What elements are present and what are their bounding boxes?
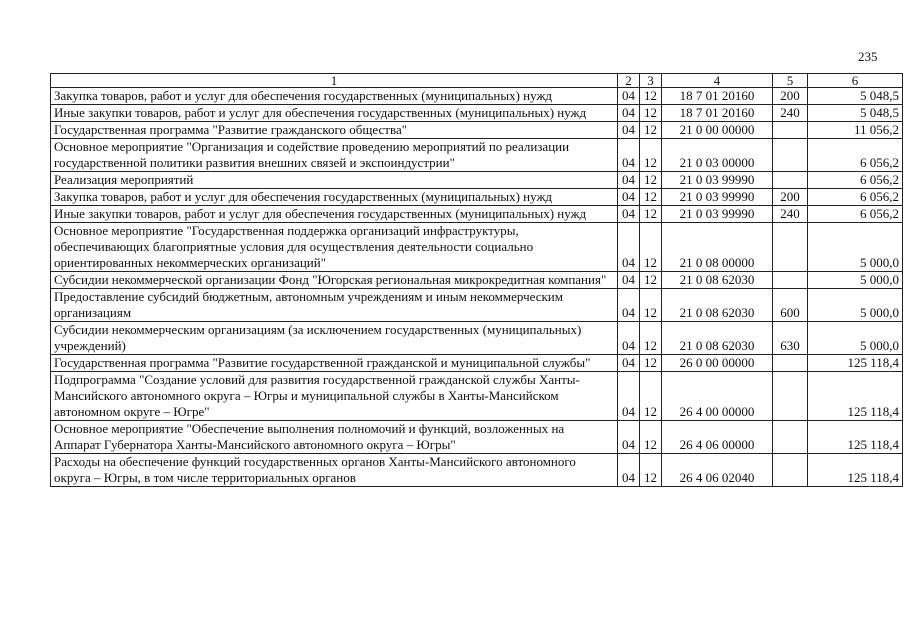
row-expense-type bbox=[773, 122, 808, 139]
row-expense-type bbox=[773, 172, 808, 189]
budget-table bbox=[50, 73, 903, 487]
table-row bbox=[51, 372, 903, 421]
row-subsection: 12 bbox=[640, 322, 662, 355]
header-col-6: 6 bbox=[808, 74, 903, 88]
row-name: Иные закупки товаров, работ и услуг для обеспечения государственных (муниципальных) нужд bbox=[51, 105, 618, 122]
row-amount: 6 056,2 bbox=[808, 139, 903, 172]
row-section: 04 bbox=[618, 421, 640, 454]
header-row bbox=[51, 74, 903, 88]
row-name: Предоставление субсидий бюджетным, автономным учреждениям и иным некоммерческим организациям bbox=[51, 289, 618, 322]
row-amount: 125 118,4 bbox=[808, 355, 903, 372]
row-amount: 6 056,2 bbox=[808, 206, 903, 223]
row-subsection: 12 bbox=[640, 421, 662, 454]
table-row bbox=[51, 206, 903, 223]
row-target-article: 21 0 08 62030 bbox=[662, 272, 773, 289]
row-amount: 5 048,5 bbox=[808, 105, 903, 122]
row-target-article: 21 0 03 99990 bbox=[662, 189, 773, 206]
row-target-article: 21 0 08 62030 bbox=[662, 289, 773, 322]
row-expense-type bbox=[773, 454, 808, 487]
row-section: 04 bbox=[618, 372, 640, 421]
row-amount: 5 000,0 bbox=[808, 272, 903, 289]
row-subsection: 12 bbox=[640, 105, 662, 122]
row-section: 04 bbox=[618, 322, 640, 355]
row-section: 04 bbox=[618, 206, 640, 223]
row-target-article: 21 0 03 99990 bbox=[662, 172, 773, 189]
row-name: Субсидии некоммерческим организациям (за исключением государственных (муниципальных) учреждений) bbox=[51, 322, 618, 355]
row-amount: 5 000,0 bbox=[808, 289, 903, 322]
row-target-article: 18 7 01 20160 bbox=[662, 88, 773, 105]
row-subsection: 12 bbox=[640, 355, 662, 372]
row-section: 04 bbox=[618, 189, 640, 206]
header-col-4: 4 bbox=[662, 74, 773, 88]
row-name: Расходы на обеспечение функций государственных органов Ханты-Мансийского автономного округа – Югры, в том числе территориальных органов bbox=[51, 454, 618, 487]
row-name: Основное мероприятие "Государственная поддержка организаций инфраструктуры, обеспечивающих благоприятные условия для осуществления деятельности социально ориентированных некоммерческих организаций" bbox=[51, 223, 618, 272]
row-target-article: 26 0 00 00000 bbox=[662, 355, 773, 372]
row-expense-type: 600 bbox=[773, 289, 808, 322]
row-section: 04 bbox=[618, 454, 640, 487]
row-subsection: 12 bbox=[640, 139, 662, 172]
row-name: Реализация мероприятий bbox=[51, 172, 618, 189]
row-amount: 5 048,5 bbox=[808, 88, 903, 105]
row-expense-type bbox=[773, 355, 808, 372]
table-row bbox=[51, 289, 903, 322]
row-target-article: 21 0 03 99990 bbox=[662, 206, 773, 223]
row-name: Основное мероприятие "Организация и содействие проведению мероприятий по реализации государственной политики развития внешних связей и экспоиндустрии" bbox=[51, 139, 618, 172]
table-row bbox=[51, 189, 903, 206]
row-section: 04 bbox=[618, 122, 640, 139]
header-col-3: 3 bbox=[640, 74, 662, 88]
row-expense-type: 200 bbox=[773, 189, 808, 206]
row-section: 04 bbox=[618, 223, 640, 272]
row-target-article: 21 0 08 62030 bbox=[662, 322, 773, 355]
row-name: Основное мероприятие "Обеспечение выполнения полномочий и функций, возложенных на Аппарат Губернатора Ханты-Мансийского автономного округа – Югры" bbox=[51, 421, 618, 454]
row-subsection: 12 bbox=[640, 223, 662, 272]
table-row bbox=[51, 272, 903, 289]
row-expense-type: 630 bbox=[773, 322, 808, 355]
row-amount: 125 118,4 bbox=[808, 421, 903, 454]
table-row bbox=[51, 355, 903, 372]
row-target-article: 21 0 08 00000 bbox=[662, 223, 773, 272]
row-expense-type bbox=[773, 139, 808, 172]
table-row bbox=[51, 454, 903, 487]
row-subsection: 12 bbox=[640, 454, 662, 487]
row-subsection: 12 bbox=[640, 372, 662, 421]
row-subsection: 12 bbox=[640, 88, 662, 105]
table-row bbox=[51, 88, 903, 105]
row-amount: 5 000,0 bbox=[808, 223, 903, 272]
row-target-article: 21 0 00 00000 bbox=[662, 122, 773, 139]
row-name: Субсидии некоммерческой организации Фонд "Югорская региональная микрокредитная компания" bbox=[51, 272, 618, 289]
row-expense-type bbox=[773, 223, 808, 272]
row-subsection: 12 bbox=[640, 206, 662, 223]
row-expense-type: 240 bbox=[773, 105, 808, 122]
table-row bbox=[51, 421, 903, 454]
header-col-1: 1 bbox=[51, 74, 618, 88]
row-subsection: 12 bbox=[640, 122, 662, 139]
row-amount: 5 000,0 bbox=[808, 322, 903, 355]
header-col-2: 2 bbox=[618, 74, 640, 88]
table-row bbox=[51, 223, 903, 272]
row-amount: 125 118,4 bbox=[808, 372, 903, 421]
row-subsection: 12 bbox=[640, 272, 662, 289]
row-amount: 6 056,2 bbox=[808, 189, 903, 206]
row-section: 04 bbox=[618, 272, 640, 289]
row-amount: 11 056,2 bbox=[808, 122, 903, 139]
row-expense-type bbox=[773, 372, 808, 421]
row-section: 04 bbox=[618, 88, 640, 105]
row-amount: 125 118,4 bbox=[808, 454, 903, 487]
row-section: 04 bbox=[618, 172, 640, 189]
row-expense-type bbox=[773, 421, 808, 454]
header-col-5: 5 bbox=[773, 74, 808, 88]
row-subsection: 12 bbox=[640, 189, 662, 206]
table-row bbox=[51, 105, 903, 122]
row-section: 04 bbox=[618, 105, 640, 122]
row-subsection: 12 bbox=[640, 289, 662, 322]
row-section: 04 bbox=[618, 289, 640, 322]
table-row bbox=[51, 122, 903, 139]
row-amount: 6 056,2 bbox=[808, 172, 903, 189]
table-row bbox=[51, 172, 903, 189]
row-name: Иные закупки товаров, работ и услуг для обеспечения государственных (муниципальных) нужд bbox=[51, 206, 618, 223]
row-name: Закупка товаров, работ и услуг для обеспечения государственных (муниципальных) нужд bbox=[51, 189, 618, 206]
row-expense-type: 240 bbox=[773, 206, 808, 223]
row-target-article: 26 4 06 02040 bbox=[662, 454, 773, 487]
row-name: Государственная программа "Развитие гражданского общества" bbox=[51, 122, 618, 139]
row-section: 04 bbox=[618, 355, 640, 372]
row-name: Подпрограмма "Создание условий для развития государственной гражданской службы Ханты-Мансийского автономного округа – Югры и муниципальной службы в Ханты-Мансийском автономном округе – Югре" bbox=[51, 372, 618, 421]
row-target-article: 18 7 01 20160 bbox=[662, 105, 773, 122]
table-row bbox=[51, 322, 903, 355]
row-subsection: 12 bbox=[640, 172, 662, 189]
row-section: 04 bbox=[618, 139, 640, 172]
table-body bbox=[51, 74, 903, 487]
row-name: Государственная программа "Развитие государственной гражданской и муниципальной службы" bbox=[51, 355, 618, 372]
row-target-article: 21 0 03 00000 bbox=[662, 139, 773, 172]
row-name: Закупка товаров, работ и услуг для обеспечения государственных (муниципальных) нужд bbox=[51, 88, 618, 105]
row-expense-type bbox=[773, 272, 808, 289]
page-number: 235 bbox=[858, 49, 878, 64]
row-target-article: 26 4 06 00000 bbox=[662, 421, 773, 454]
row-expense-type: 200 bbox=[773, 88, 808, 105]
row-target-article: 26 4 00 00000 bbox=[662, 372, 773, 421]
table-row bbox=[51, 139, 903, 172]
